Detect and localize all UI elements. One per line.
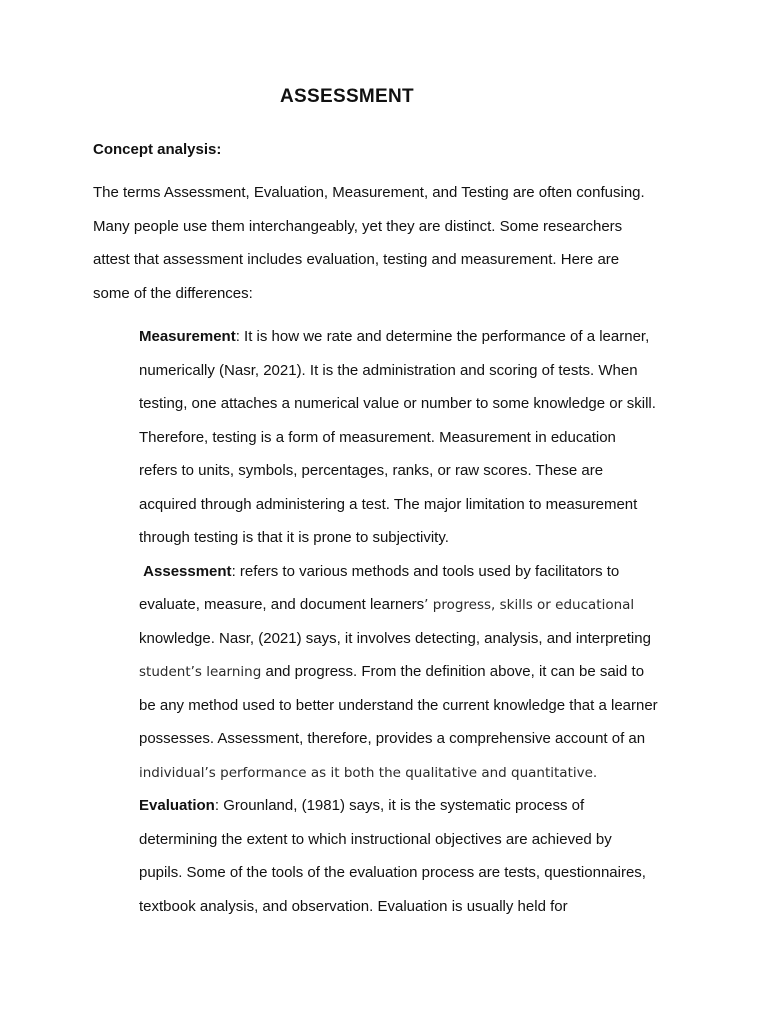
- measurement-line: testing, one attaches a numerical value or number to some knowledge or skill.: [139, 395, 656, 412]
- evaluation-term: Evaluation: [139, 797, 215, 814]
- measurement-term: Measurement: [139, 328, 236, 345]
- measurement-line: numerically (Nasr, 2021). It is the administration and scoring of tests. When: [139, 361, 638, 379]
- evaluation-first-line: [139, 793, 699, 827]
- assessment-first-line-text: : refers to various methods and tools used by facilitators to: [231, 562, 620, 580]
- document-title: ASSESSMENT: [280, 86, 414, 107]
- assessment-line: be any method used to better understand the current knowledge that a learner: [139, 696, 658, 714]
- evaluation-line: determining the extent to which instructional objectives are achieved by: [139, 830, 612, 848]
- evaluation-line: textbook analysis, and observation. Evaluation is usually held for: [139, 897, 568, 915]
- intro-line: some of the differences:: [93, 284, 253, 302]
- assessment-first-line: [139, 559, 699, 593]
- intro-line: attest that assessment includes evaluation, testing and measurement. Here are: [93, 251, 620, 268]
- definitions-block: [139, 324, 699, 927]
- assessment-term: Assessment: [143, 562, 232, 580]
- assessment-line: knowledge. Nasr, (2021) says, it involves detecting, analysis, and interpreting: [139, 629, 651, 647]
- intro-line: Many people use them interchangeably, yet they are distinct. Some researchers: [93, 217, 623, 235]
- section-heading: Concept analysis:: [93, 141, 222, 158]
- intro-paragraph: [93, 180, 693, 314]
- measurement-first-line: [139, 324, 699, 358]
- measurement-line: acquired through administering a test. The major limitation to measurement: [139, 495, 638, 513]
- intro-line: The terms Assessment, Evaluation, Measurement, and Testing are often confusing.: [93, 184, 645, 201]
- assessment-line-part: evaluate, measure, and document learners: [139, 596, 425, 613]
- evaluation-line: pupils. Some of the tools of the evaluation process are tests, questionnaires,: [139, 864, 646, 881]
- assessment-line-part: and progress. From the definition above, it can be said to: [261, 663, 645, 680]
- assessment-line-part: ’ progress, skills or educational: [424, 597, 635, 613]
- measurement-line: refers to units, symbols, percentages, ranks, or raw scores. These are: [139, 462, 604, 479]
- assessment-line-part: student’s learning: [139, 664, 262, 680]
- evaluation-first-line-text: : Grounland, (1981) says, it is the systematic process of: [214, 797, 585, 814]
- assessment-line: [139, 659, 699, 693]
- assessment-line: possesses. Assessment, therefore, provides a comprehensive account of an: [139, 730, 646, 747]
- measurement-first-line-text: : It is how we rate and determine the performance of a learner,: [235, 328, 650, 345]
- assessment-line: individual’s performance as it both the qualitative and quantitative.: [139, 764, 598, 781]
- measurement-line: through testing is that it is prone to subjectivity.: [139, 529, 449, 546]
- measurement-line: Therefore, testing is a form of measurement. Measurement in education: [139, 428, 616, 446]
- assessment-line: [139, 592, 699, 626]
